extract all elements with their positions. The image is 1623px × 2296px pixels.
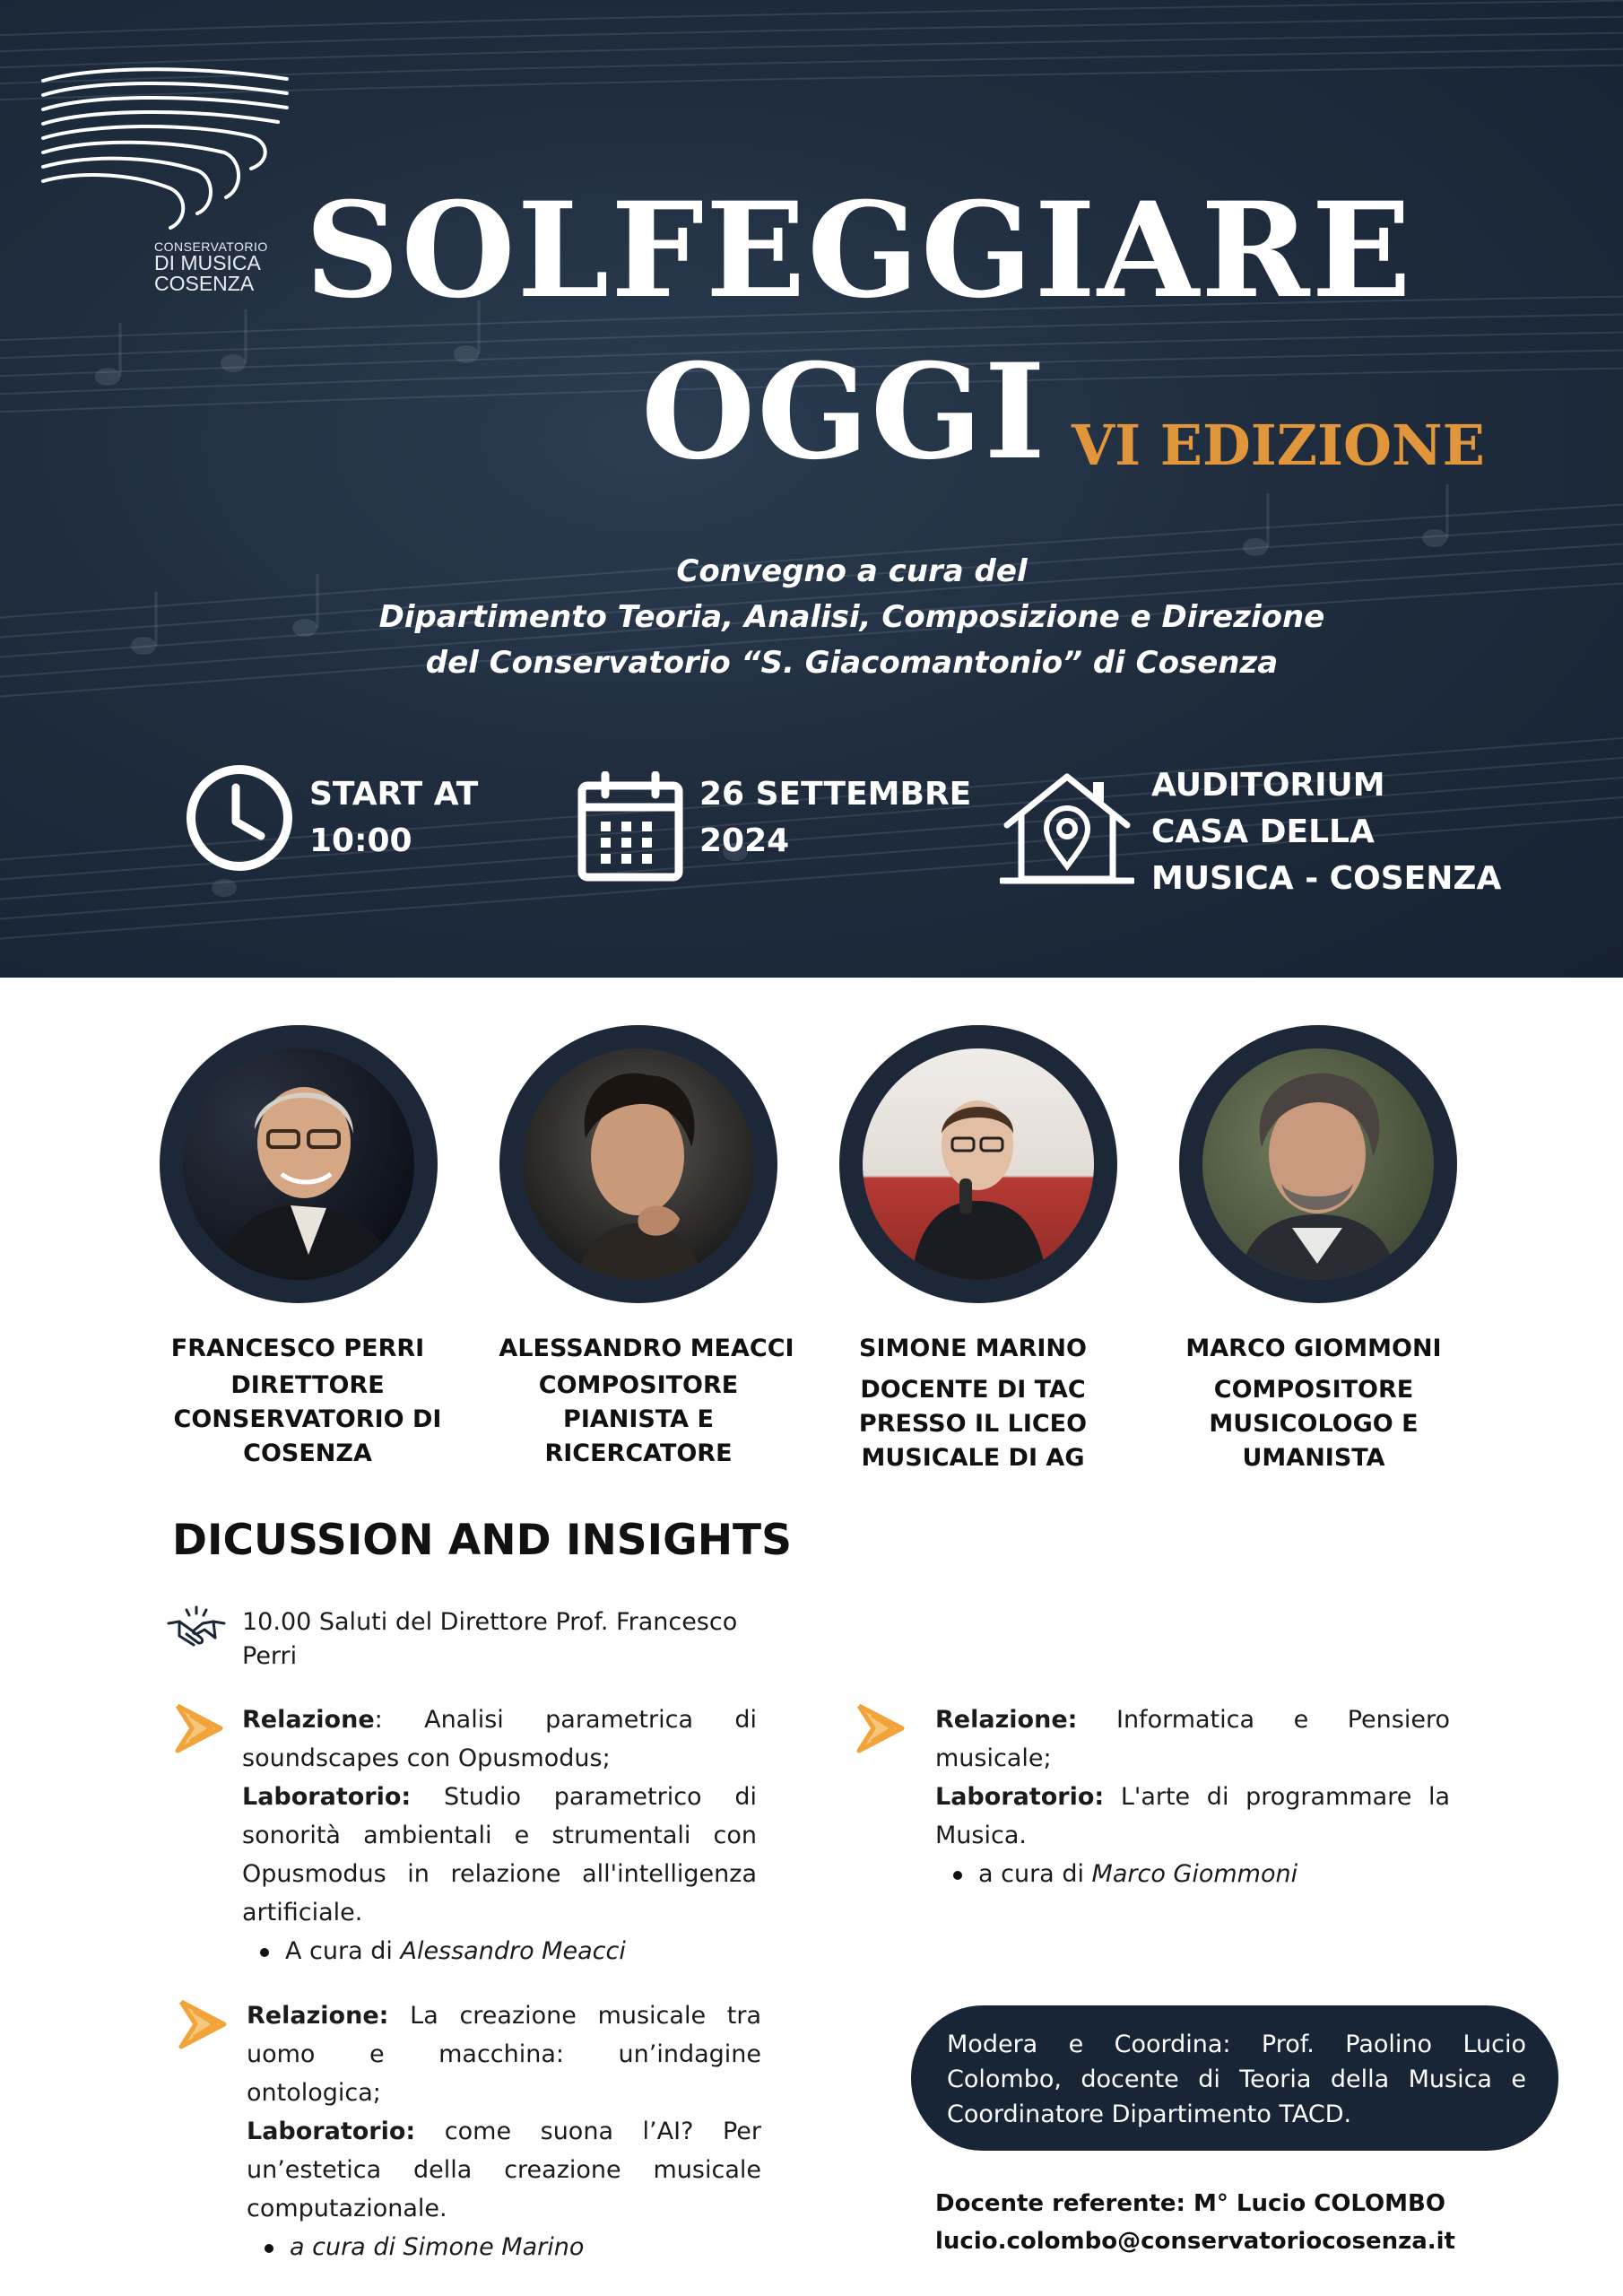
event-date (699, 771, 971, 865)
venue-line-1: AUDITORIUM (1151, 767, 1385, 804)
role-line: COSENZA (243, 1439, 372, 1467)
speaker-name-giommoni: MARCO GIOMMONI (1185, 1335, 1442, 1362)
greeting-text: 10.00 Saluti del Direttore Prof. Francesco Perri (242, 1608, 738, 1670)
start-time (309, 771, 478, 865)
referent-name: Docente referente: M° Lucio COLOMBO (935, 2190, 1445, 2217)
chevron-right-icon (172, 1702, 228, 1754)
event-date-day: 26 SETTEMBRE (699, 776, 972, 813)
role-line: COMPOSITORE (538, 1371, 739, 1399)
laboratorio-label: Laboratorio: (247, 2118, 416, 2145)
curator-prefix: a cura di (978, 1860, 1092, 1888)
calendar-icon (577, 771, 684, 883)
role-line: DOCENTE DI TAC (860, 1376, 1086, 1404)
session-1-curator (242, 1932, 757, 1970)
referent-contact (935, 2185, 1563, 2260)
role-line: PIANISTA E (563, 1405, 714, 1433)
role-line: CONSERVATORIO DI (173, 1405, 442, 1433)
venue-line-3: MUSICA - COSENZA (1151, 860, 1502, 897)
start-time-label: START AT (309, 776, 479, 813)
role-line: UMANISTA (1242, 1444, 1385, 1472)
curator-prefix: A cura di (285, 1937, 401, 1965)
session-2 (935, 1700, 1450, 1893)
portrait-meacci (523, 1048, 754, 1280)
chevron-right-icon (176, 1998, 231, 2050)
relazione-text: Informatica e Pensiero musicale; (935, 1706, 1450, 1772)
logo-line-3: COSENZA (154, 272, 255, 295)
speaker-photo-perri (160, 1025, 438, 1303)
speaker-name-marino: SIMONE MARINO (859, 1335, 1087, 1362)
subtitle (269, 549, 1435, 686)
laboratorio-text: L'arte di programmare la Musica. (935, 1783, 1450, 1849)
logo-line-1: CONSERVATORIO (154, 239, 268, 254)
relazione-text: La creazione musicale tra uomo e macchina: un’indagine ontologica; (247, 2002, 761, 2107)
relazione-label: Relazione: (935, 1706, 1078, 1734)
role-line: PRESSO IL LICEO (858, 1410, 1088, 1438)
start-time-value: 10:00 (309, 822, 412, 859)
subtitle-line-1: Convegno a cura del (676, 553, 1028, 589)
relazione-label: Relazione (242, 1706, 375, 1734)
portrait-giommoni (1202, 1048, 1434, 1280)
title-line-2: OGGI (641, 335, 1047, 489)
handshake-icon (167, 1605, 226, 1647)
speaker-name-meacci: ALESSANDRO MEACCI (499, 1335, 794, 1362)
speaker-role-meacci (486, 1369, 791, 1471)
curator-name: Marco Giommoni (1091, 1860, 1298, 1888)
bullet-icon (953, 1871, 962, 1880)
portrait-perri (183, 1048, 414, 1280)
bullet-icon (260, 1948, 269, 1957)
event-date-year: 2024 (699, 822, 790, 859)
bullet-icon (265, 2244, 273, 2253)
relazione-label: Relazione: (247, 2002, 389, 2030)
title-line-1: SOLFEGGIARE (305, 174, 1413, 327)
speaker-role-perri (155, 1369, 460, 1471)
laboratorio-text: come suona l’AI? Per un’estetica della creazione musicale computazionale. (247, 2118, 761, 2222)
portrait-marino (863, 1048, 1094, 1280)
edition-label: VI EDIZIONE (1072, 413, 1485, 478)
speaker-role-giommoni (1161, 1373, 1466, 1475)
session-3-laboratorio (247, 2112, 761, 2228)
session-1 (242, 1700, 757, 1970)
session-3 (247, 1996, 761, 2266)
role-line: RICERCATORE (544, 1439, 733, 1467)
referent-email: lucio.colombo@conservatoriocosenza.it (935, 2228, 1455, 2255)
logo-wordmark (154, 240, 280, 294)
laboratorio-text: Studio parametrico di sonorità ambientali e strumentali con Opusmodus in relazione all'intelligenza artificiale. (242, 1783, 757, 1926)
program-heading: DICUSSION AND INSIGHTS (172, 1516, 792, 1565)
event-venue (1151, 762, 1501, 902)
laboratorio-label: Laboratorio: (242, 1783, 412, 1811)
speaker-photo-meacci (499, 1025, 777, 1303)
laboratorio-label: Laboratorio: (935, 1783, 1105, 1811)
venue-line-2: CASA DELLA (1151, 813, 1375, 850)
session-3-curator (247, 2228, 761, 2266)
role-line: MUSICOLOGO E (1209, 1410, 1419, 1438)
role-line: COMPOSITORE (1213, 1376, 1414, 1404)
logo-line-2: DI MUSICA (154, 251, 261, 274)
session-3-relazione (247, 1996, 761, 2112)
session-2-laboratorio (935, 1778, 1450, 1855)
session-1-laboratorio (242, 1778, 757, 1932)
chevron-right-icon (854, 1702, 909, 1754)
subtitle-line-3: del Conservatorio “S. Giacomantonio” di Cosenza (425, 645, 1279, 681)
header-banner (0, 0, 1623, 978)
speaker-role-marino (820, 1373, 1125, 1475)
clock-icon (184, 762, 295, 874)
speaker-name-perri: FRANCESCO PERRI (170, 1335, 425, 1362)
house-location-icon (1000, 770, 1134, 886)
session-2-curator (935, 1855, 1450, 1893)
role-line: DIRETTORE (230, 1371, 385, 1399)
speaker-photo-giommoni (1179, 1025, 1457, 1303)
role-line: MUSICALE DI AG (861, 1444, 1085, 1472)
moderator-box: Modera e Coordina: Prof. Paolino Lucio Colombo, docente di Teoria della Musica e Coordinatore Dipartimento TACD. (911, 2005, 1558, 2151)
session-2-relazione (935, 1700, 1450, 1778)
speaker-photo-marino (839, 1025, 1117, 1303)
curator-prefix: a cura di Simone Marino (290, 2233, 585, 2261)
session-1-relazione (242, 1700, 757, 1778)
subtitle-line-2: Dipartimento Teoria, Analisi, Composizione e Direzione (378, 599, 1325, 635)
relazione-text: : Analisi parametrica di soundscapes con Opusmodus; (242, 1706, 757, 1772)
curator-name: Alessandro Meacci (400, 1937, 626, 1965)
